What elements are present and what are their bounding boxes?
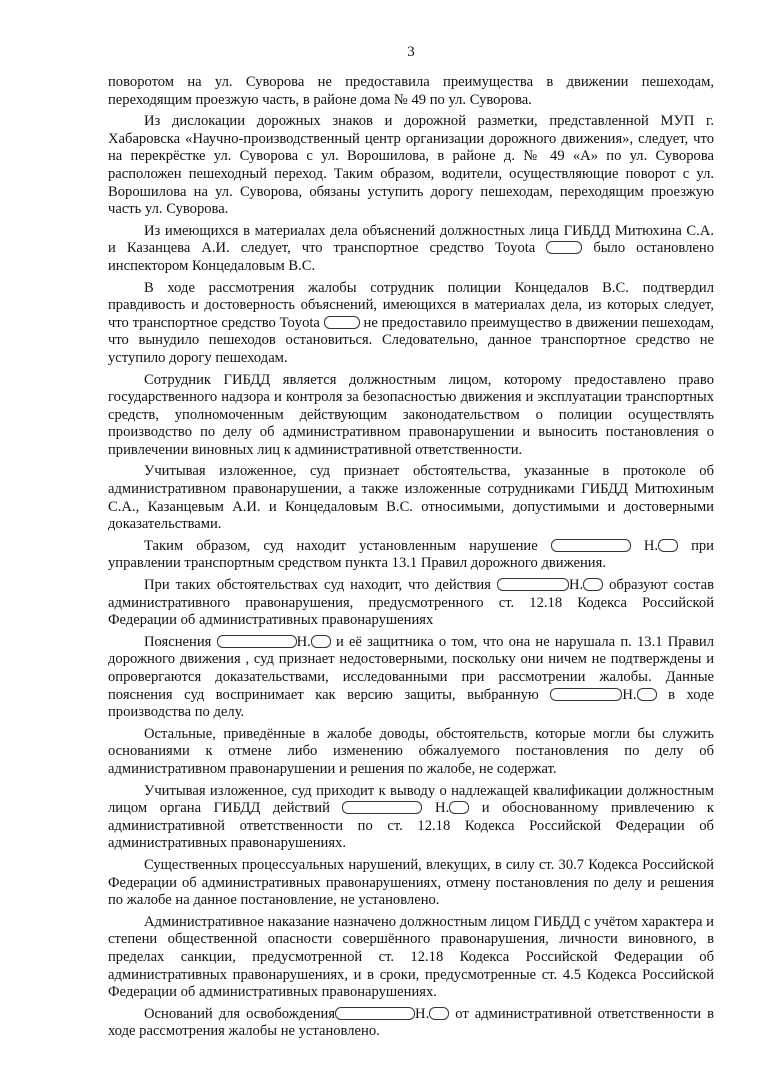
paragraph-4-text-end: не предоставило преимущество в движении пешеходам, что вынудило пешеходов остановиться. Следовательно, данное транспортное средство не уступило дорогу пешеходам. <box>108 314 714 366</box>
paragraph-7-text-end: при управлении транспортным средством пункта 13.1 Правил дорожного движения. <box>108 537 714 572</box>
initial: Н. <box>296 633 311 650</box>
paragraph-5: Сотрудник ГИБДД является должностным лицом, которому предоставлено право государственного надзора и контроля за безопасностью движения и эксплуатации транспортных средств, уполномоченным действующим законодательством о полиции осуществлять производство по делу об административном правонарушении и выносить постановления о привлечении виновных лиц к административной ответственности. <box>108 371 714 458</box>
paragraph-11 <box>108 783 714 853</box>
paragraph-8-text: При таких обстоятельствах суд находит, что действия <box>144 577 491 594</box>
paragraph-3 <box>108 223 714 276</box>
paragraph-8-text-end: образуют состав административного правонарушения, предусмотренного ст. 12.18 Кодекса Российской Федерации об административных правонарушениях <box>108 577 714 629</box>
paragraph-3-text: Из имеющихся в материалах дела объяснений должностных лица ГИБДД Митюхина С.А. и Казанцева А.И. следует, что транспортное средство Toyota <box>108 222 714 257</box>
redaction-box <box>335 1007 415 1020</box>
paragraph-14-text-end: от административной ответственности в ходе рассмотрения жалобы не установлено. <box>108 1005 714 1040</box>
paragraph-4 <box>108 280 714 368</box>
paragraph-13: Административное наказание назначено должностным лицом ГИБДД с учётом характера и степени общественной опасности совершённого правонарушения, личности виновного, в пределах санкции, предусмотренной ст. 12.18 Кодекса Российской Федерации об административных правонарушениях, и в сроки, предусмотренные ст. 4.5 Кодекса Российской Федерации об административных правонарушениях. <box>108 913 714 1001</box>
redaction-box <box>551 539 631 552</box>
redaction-box <box>583 578 603 591</box>
initial: Н. <box>415 1005 430 1022</box>
paragraph-8 <box>108 577 714 630</box>
paragraph-10: Остальные, приведённые в жалобе доводы, обстоятельств, которые могли бы служить основаниями к отмене либо изменению обжалуемого постановления по делу об административном правонарушении и решения по жалобе, не содержат. <box>108 725 714 777</box>
paragraph-14-text: Оснований для освобождения <box>144 1005 336 1022</box>
redaction-box <box>658 539 678 552</box>
paragraph-11-text: Учитывая изложенное, суд приходит к выводу о надлежащей квалификации должностным лицом органа ГИБДД действий <box>108 782 714 817</box>
paragraph-9 <box>108 634 714 722</box>
redaction-box <box>324 316 360 329</box>
redaction-box <box>546 241 582 254</box>
paragraph-14 <box>108 1006 714 1041</box>
redaction-box <box>550 688 622 701</box>
page-number: 3 <box>407 44 415 60</box>
paragraph-7-text: Таким образом, суд находит установленным нарушение <box>144 537 538 554</box>
redaction-box <box>311 635 331 648</box>
paragraph-4-text: В ходе рассмотрения жалобы сотрудник полиции Концедалов В.С. подтвердил правдивость и достоверность объяснений, имеющихся в материалах дела, из которых следует, что транспортное средство Toyota <box>108 279 714 331</box>
initial: Н. <box>622 686 637 703</box>
paragraph-2: Из дислокации дорожных знаков и дорожной разметки, представленной МУП г. Хабаровска «Научно-производственный центр организации дорожного движения», следует, что на перекрёстке ул. Суворова с ул. Ворошилова, в районе д. № 49 «А» по ул. Суворова расположен пешеходный переход. Таким образом, водители, осуществляющие поворот с ул. Ворошилова на ул. Суворова, обязаны уступить дорогу пешеходам, переходящим проезжую часть ул. Суворова. <box>108 113 714 218</box>
redaction-box <box>342 801 422 814</box>
paragraph-12: Существенных процессуальных нарушений, влекущих, в силу ст. 30.7 Кодекса Российской Федерации об административных правонарушениях, отмену постановления по делу и решения по жалобе на данное постановление, не установлено. <box>108 856 714 909</box>
redaction-box <box>217 635 297 648</box>
redaction-box <box>497 578 569 591</box>
paragraph-7 <box>108 538 714 573</box>
initial: Н. <box>568 577 584 594</box>
paragraph-9-text: Пояснения <box>144 633 212 650</box>
paragraph-11-text-end: и обоснованному привлечению к административной ответственности по ст. 12.18 Кодекса Российской Федерации об административных правонарушениях. <box>108 800 714 852</box>
initial: Н. <box>643 537 659 554</box>
redaction-box <box>429 1007 449 1020</box>
redaction-box <box>637 688 657 701</box>
paragraph-1: поворотом на ул. Суворова не предоставила преимущества в движении пешеходам, переходящим проезжую часть, в районе дома № 49 по ул. Суворова. <box>108 74 714 108</box>
paragraph-9-text-mid: и её защитника о том, что она не нарушала п. 13.1 Правил дорожного движения , суд признает недостоверными, поскольку они ничем не подтверждены и опровергаются доказательствами, исследованными при рассмотрении жалобы. Данные пояснения суд воспринимает как версию защиты, выбранную <box>108 633 714 703</box>
paragraph-3-text-end: было остановлено инспектором Концедаловым В.С. <box>108 240 714 274</box>
paragraph-6: Учитывая изложенное, суд признает обстоятельства, указанные в протоколе об административном правонарушении, а также изложенные сотрудниками ГИБДД Митюхиным С.А., Казанцевым А.И. и Концедаловым В.С. относимыми, допустимыми и достоверными доказательствами. <box>108 463 714 533</box>
redaction-box <box>449 801 469 814</box>
paragraph-9-text-end: в ходе производства по делу. <box>108 686 715 721</box>
initial: Н. <box>435 800 450 817</box>
